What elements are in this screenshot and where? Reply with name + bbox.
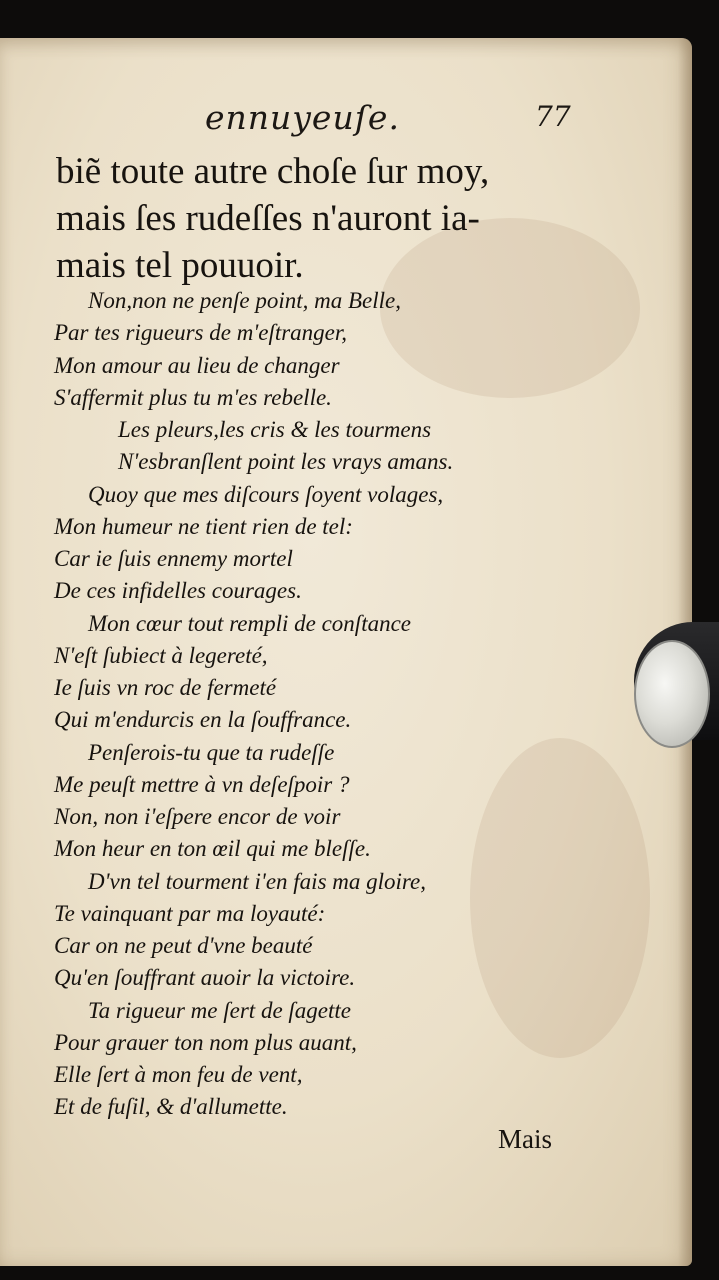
verse-line: Les pleurs,les cris & les tourmens — [118, 417, 432, 442]
verse-line: Pour grauer ton nom plus auant, — [54, 1029, 357, 1055]
verse-line: Car on ne peut d'vne beauté — [54, 933, 313, 958]
verse-block — [0, 285, 692, 1124]
verse-line: Elle ſert à mon feu de vent, — [54, 1062, 303, 1087]
verse-line: Mon amour au lieu de changer — [54, 352, 340, 378]
verse-line: Car ie ſuis ennemy mortel — [54, 546, 293, 571]
verse-line: Par tes rigueurs de m'eſtranger, — [54, 320, 348, 346]
page-header — [0, 98, 692, 146]
catchword: Mais — [498, 1124, 552, 1154]
verse-line: Non, non i'eſpere encor de voir — [54, 804, 341, 829]
verse-line: Penſerois-tu que ta rudeſſe — [88, 739, 335, 765]
verse-line: Ie ſuis vn roc de fermeté — [54, 675, 277, 700]
verse-line: D'vn tel tourment i'en fais ma gloire, — [88, 868, 426, 894]
verse-line: Non,non ne penſe point, ma Belle, — [88, 288, 401, 313]
verse-line: Qu'en ſouffrant auoir la victoire. — [54, 965, 356, 991]
verse-line: Quoy que mes diſcours ſoyent volages, — [88, 481, 444, 507]
running-head: ennuyeuſe. — [205, 98, 400, 137]
prose-line: biẽ toute autre choſe ſur moy, — [56, 151, 490, 192]
verse-line: Et de fuſil, & d'allumette. — [54, 1094, 288, 1120]
prose-line: mais ſes rudeſſes n'auront ia- — [56, 198, 480, 239]
verse-line: Mon cœur tout rempli de conſtance — [88, 610, 411, 636]
page-number: 77 — [535, 100, 571, 133]
verse-line: Qui m'endurcis en la ſouffrance. — [54, 707, 352, 733]
verse-line: Mon heur en ton œil qui me bleſſe. — [54, 836, 371, 862]
verse-line: De ces infidelles courages. — [54, 578, 302, 604]
prose-line: mais tel pouuoir. — [56, 245, 304, 286]
verse-line: N'eſt ſubiect à legereté, — [54, 642, 268, 668]
verse-line: Me peuſt mettre à vn deſeſpoir ? — [54, 771, 350, 797]
prose-block — [56, 148, 596, 289]
verse-line: S'affermit plus tu m'es rebelle. — [54, 384, 332, 410]
verse-line: Ta rigueur me ſert de ſagette — [88, 997, 351, 1023]
verse-line: Te vainquant par ma loyauté: — [54, 900, 326, 926]
verse-line: Mon humeur ne tient rien de tel: — [54, 513, 353, 539]
verse-line: N'esbranſlent point les vrays amans. — [118, 449, 454, 475]
